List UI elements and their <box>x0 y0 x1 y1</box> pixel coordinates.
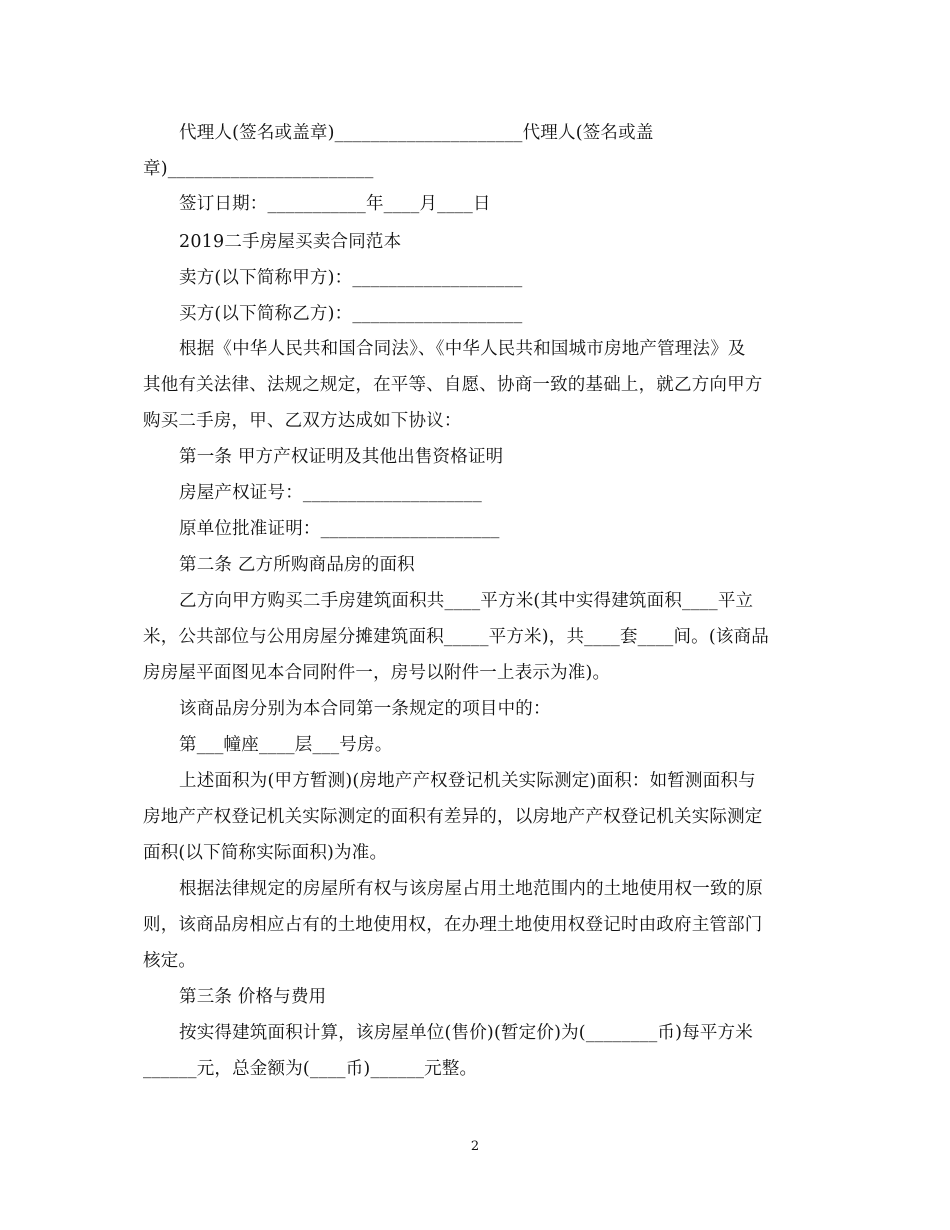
preamble-paragraph-line: 根据《中华人民共和国合同法》、《中华人民共和国城市房地产管理法》及 <box>179 339 746 359</box>
agent-signature-line-continued: 章)_______________________ <box>143 159 374 179</box>
signing-date-line: 签订日期：___________年____月____日 <box>179 194 491 214</box>
measurement-paragraph-line: 房地产产权登记机关实际测定的面积有差异的，以房地产产权登记机关实际测定 <box>143 807 763 827</box>
area-paragraph-line: 乙方向甲方购买二手房建筑面积共____平方米(其中实得建筑面积____平立 <box>179 591 754 611</box>
property-certificate-line: 房屋产权证号：____________________ <box>179 483 482 503</box>
price-paragraph-line: 按实得建筑面积计算，该房屋单位(售价)(暂定价)为(________币)每平方米 <box>179 1023 753 1043</box>
seller-line: 卖方(以下简称甲方)：___________________ <box>179 268 523 288</box>
building-unit-line: 第___幢座____层___号房。 <box>179 735 393 755</box>
land-use-paragraph-line: 核定。 <box>143 951 197 971</box>
land-use-paragraph-line: 根据法律规定的房屋所有权与该房屋占用土地范围内的土地使用权一致的原 <box>179 879 764 899</box>
article-three-heading: 第三条 价格与费用 <box>179 987 327 1007</box>
land-use-paragraph-line: 则，该商品房相应占有的土地使用权，在办理土地使用权登记时由政府主管部门 <box>143 915 763 935</box>
project-item-line: 该商品房分别为本合同第一条规定的项目中的： <box>179 699 551 719</box>
page-number: 2 <box>470 1139 480 1154</box>
agent-signature-line: 代理人(签名或盖章)_____________________代理人(签名或盖 <box>179 123 654 143</box>
price-paragraph-line: ______元，总金额为(____币)______元整。 <box>143 1059 478 1079</box>
approval-certificate-line: 原单位批准证明：____________________ <box>179 519 500 539</box>
measurement-paragraph-line: 上述面积为(甲方暂测)(房地产产权登记机关实际测定)面积：如暂测面积与 <box>179 771 756 791</box>
preamble-paragraph-line: 其他有关法律、法规之规定，在平等、自愿、协商一致的基础上，就乙方向甲方 <box>143 375 763 395</box>
preamble-paragraph-line: 购买二手房，甲、乙双方达成如下协议： <box>143 411 462 431</box>
article-two-heading: 第二条 乙方所购商品房的面积 <box>179 555 415 575</box>
area-paragraph-line: 米，公共部位与公用房屋分摊建筑面积_____平方米)，共____套____间。(该商品 <box>143 627 770 647</box>
contract-title: 2019二手房屋买卖合同范本 <box>179 232 402 252</box>
measurement-paragraph-line: 面积(以下简称实际面积)为准。 <box>143 843 388 863</box>
buyer-line: 买方(以下简称乙方)：___________________ <box>179 304 523 324</box>
article-one-heading: 第一条 甲方产权证明及其他出售资格证明 <box>179 447 504 467</box>
area-paragraph-line: 房房屋平面图见本合同附件一，房号以附件一上表示为准)。 <box>143 663 611 683</box>
